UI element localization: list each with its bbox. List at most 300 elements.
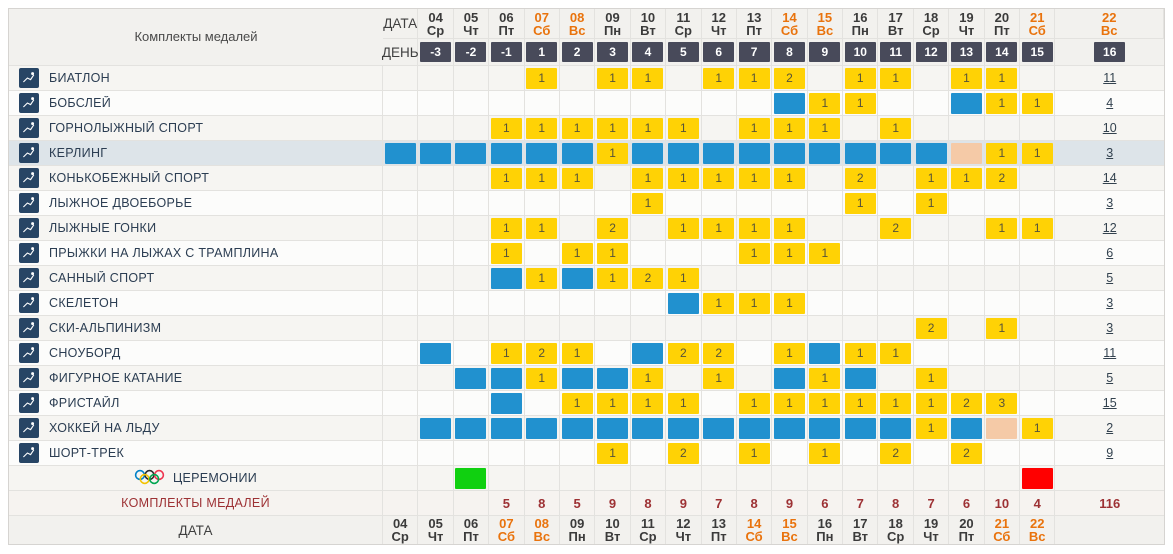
medal-event-block: 1 — [703, 68, 734, 89]
competition-day-block — [562, 268, 593, 289]
cell-cross-country-20 — [949, 216, 984, 241]
daily-medal-total: 8 — [644, 495, 652, 511]
cell-short-track-21 — [985, 441, 1020, 466]
medals-total-link-alpine-skiing[interactable]: 10 — [1102, 121, 1117, 135]
day-cell-11 — [878, 39, 913, 66]
cell-skeleton-09 — [560, 291, 595, 316]
luge-icon — [19, 268, 39, 288]
cell-luge-18 — [878, 266, 913, 291]
cell-alpine-skiing-17 — [843, 116, 878, 141]
row-ceremonies — [9, 466, 1164, 491]
total-cell-14 — [737, 491, 772, 516]
medals-total-link-freestyle[interactable]: 15 — [1102, 396, 1117, 410]
weekday-label: Вс — [781, 529, 798, 544]
cell-ice-hockey-04 — [383, 416, 418, 441]
cell-luge-19 — [914, 266, 949, 291]
medal-event-block: 1 — [845, 393, 876, 414]
medal-event-block: 1 — [845, 93, 876, 114]
medals-total-link-skeleton[interactable]: 3 — [1106, 296, 1114, 310]
cell-speed-skating-16 — [808, 166, 843, 191]
speed-skating-icon — [19, 168, 39, 188]
cell-speed-skating-17 — [843, 166, 878, 191]
weekday-label: Ср — [886, 529, 905, 544]
medal-event-block: 1 — [668, 268, 699, 289]
date-header-col-10 — [631, 9, 666, 39]
cell-alpine-skiing-16 — [808, 116, 843, 141]
cell-freestyle-16 — [808, 391, 843, 416]
date-number: 21 — [994, 516, 1010, 531]
competition-day-block — [491, 268, 522, 289]
cell-figure-skating-16 — [808, 366, 843, 391]
sport-label-cell-freestyle — [9, 391, 383, 416]
medal-event-block: 1 — [632, 68, 663, 89]
cell-ceremonies-19 — [914, 466, 949, 491]
date-number: 08 — [569, 9, 585, 25]
cell-short-track-06 — [454, 441, 489, 466]
cell-ceremonies-15 — [772, 466, 807, 491]
cell-nordic-combined-05 — [418, 191, 453, 216]
medals-total-link-biathlon[interactable]: 11 — [1103, 71, 1117, 85]
cell-curling-14 — [737, 141, 772, 166]
medals-total-link-ice-hockey[interactable]: 2 — [1106, 421, 1114, 435]
cell-cross-country-04 — [383, 216, 418, 241]
competition-day-block — [809, 143, 840, 164]
cell-ski-jumping-12 — [666, 241, 701, 266]
cell-biathlon-15 — [772, 66, 807, 91]
medals-total-link-short-track[interactable]: 9 — [1106, 446, 1114, 460]
cell-ceremonies-14 — [737, 466, 772, 491]
medal-event-block: 1 — [1022, 218, 1053, 239]
medals-total-link-bobsleigh[interactable]: 4 — [1106, 96, 1114, 110]
weekday-label: Вс — [1100, 22, 1118, 38]
medals-total-link-speed-skating[interactable]: 14 — [1102, 171, 1117, 185]
weekday-label: Пн — [603, 22, 622, 38]
cell-curling-06 — [454, 141, 489, 166]
medal-event-block: 1 — [986, 143, 1017, 164]
cell-short-track-19 — [914, 441, 949, 466]
medals-total-link-luge[interactable]: 5 — [1106, 271, 1114, 285]
medal-event-block: 1 — [845, 343, 876, 364]
medals-total-link-figure-skating[interactable]: 5 — [1106, 371, 1114, 385]
medal-event-block: 1 — [597, 143, 628, 164]
medal-event-block: 1 — [739, 168, 770, 189]
cell-alpine-skiing-21 — [985, 116, 1020, 141]
cell-speed-skating-05 — [418, 166, 453, 191]
medal-event-block: 1 — [951, 68, 982, 89]
medal-event-block: 1 — [880, 118, 911, 139]
cell-ice-hockey-19 — [914, 416, 949, 441]
cell-biathlon-10 — [595, 66, 630, 91]
footer-date-col-15 — [772, 516, 807, 544]
cell-snowboard-22 — [1020, 341, 1055, 366]
competition-day-block — [420, 143, 451, 164]
short-track-icon — [19, 443, 39, 463]
sport-label-cell-cross-country — [9, 216, 383, 241]
cell-cross-country-13 — [702, 216, 737, 241]
sport-label-cell-figure-skating — [9, 366, 383, 391]
row-nordic-combined — [9, 191, 1164, 216]
cell-nordic-combined-18 — [878, 191, 913, 216]
cell-biathlon-18 — [878, 66, 913, 91]
date-number: 19 — [923, 516, 939, 531]
cell-luge-07 — [489, 266, 524, 291]
weekday-label: Чт — [710, 22, 727, 38]
cell-nordic-combined-22 — [1020, 191, 1055, 216]
competition-day-block — [845, 418, 876, 439]
cell-bobsleigh-16 — [808, 91, 843, 116]
medals-total-cell-figure-skating — [1055, 366, 1164, 391]
day-cell-2 — [560, 39, 595, 66]
weekday-label: Пт — [993, 22, 1010, 38]
cell-skeleton-04 — [383, 291, 418, 316]
day-cell-10 — [843, 39, 878, 66]
medal-event-block: 1 — [916, 418, 947, 439]
total-cell-04 — [383, 491, 418, 516]
row-ice-hockey — [9, 416, 1164, 441]
daily-medal-total: 9 — [785, 495, 794, 511]
cell-snowboard-07 — [489, 341, 524, 366]
cell-curling-05 — [418, 141, 453, 166]
medal-event-block: 1 — [491, 243, 522, 264]
cell-nordic-combined-13 — [702, 191, 737, 216]
sport-label-cell-biathlon — [9, 66, 383, 91]
footer-date-col-19 — [914, 516, 949, 544]
cell-alpine-skiing-04 — [383, 116, 418, 141]
medals-total-link-curling[interactable]: 3 — [1106, 146, 1114, 160]
cell-ski-jumping-14 — [737, 241, 772, 266]
cell-biathlon-08 — [525, 66, 560, 91]
cell-figure-skating-12 — [666, 366, 701, 391]
total-cell-07 — [489, 491, 524, 516]
cell-skeleton-14 — [737, 291, 772, 316]
row-snowboard — [9, 341, 1164, 366]
cell-bobsleigh-13 — [702, 91, 737, 116]
footer-date-col-17 — [843, 516, 878, 544]
day-cell--3 — [418, 39, 453, 66]
competition-day-block — [739, 418, 770, 439]
cell-snowboard-09 — [560, 341, 595, 366]
cell-ski-mountaineering-14 — [737, 316, 772, 341]
cell-ski-mountaineering-18 — [878, 316, 913, 341]
cell-ski-jumping-15 — [772, 241, 807, 266]
cell-ski-mountaineering-16 — [808, 316, 843, 341]
day-number-block: 12 — [916, 42, 947, 62]
medals-total-cell-snowboard — [1055, 341, 1164, 366]
medals-total-cell-bobsleigh — [1055, 91, 1164, 116]
medal-event-block: 2 — [526, 343, 557, 364]
cell-speed-skating-04 — [383, 166, 418, 191]
medal-event-block: 1 — [491, 118, 522, 139]
date-number: 07 — [534, 9, 549, 25]
day-number-block: 5 — [668, 42, 699, 62]
cell-freestyle-14 — [737, 391, 772, 416]
cell-snowboard-08 — [525, 341, 560, 366]
medals-total-link-nordic-combined[interactable]: 3 — [1106, 196, 1114, 210]
cell-ceremonies-05 — [418, 466, 453, 491]
daily-medal-total: 8 — [538, 495, 546, 511]
medal-event-block: 1 — [632, 393, 663, 414]
cell-nordic-combined-15 — [772, 191, 807, 216]
medal-event-block: 1 — [916, 368, 947, 389]
row-alpine-skiing — [9, 116, 1164, 141]
medal-event-block: 1 — [1022, 143, 1053, 164]
weekday-label: Вт — [852, 529, 869, 544]
medal-event-block: 1 — [774, 118, 805, 139]
medal-event-block: 1 — [526, 68, 557, 89]
cell-ski-jumping-09 — [560, 241, 595, 266]
sport-label-cell-bobsleigh — [9, 91, 383, 116]
cell-cross-country-05 — [418, 216, 453, 241]
cell-alpine-skiing-19 — [914, 116, 949, 141]
footer-date-col-20 — [949, 516, 984, 544]
sport-name: ФИГУРНОЕ КАТАНИЕ — [49, 371, 183, 385]
total-cell-05 — [418, 491, 453, 516]
row-biathlon — [9, 66, 1164, 91]
total-cell-19 — [914, 491, 949, 516]
cell-cross-country-21 — [985, 216, 1020, 241]
ski-mountaineering-icon — [19, 318, 39, 338]
sport-name: ЛЫЖНЫЕ ГОНКИ — [49, 221, 157, 235]
cell-ski-jumping-04 — [383, 241, 418, 266]
sport-label-cell-speed-skating — [9, 166, 383, 191]
medal-event-block: 1 — [809, 393, 840, 414]
footer-date-col-21 — [985, 516, 1020, 544]
cell-skeleton-22 — [1020, 291, 1055, 316]
cell-alpine-skiing-11 — [631, 116, 666, 141]
medal-event-block: 1 — [562, 168, 593, 189]
sport-label-cell-ski-jumping — [9, 241, 383, 266]
date-number: 09 — [605, 9, 620, 25]
day-row-label — [383, 39, 418, 66]
cell-ski-jumping-19 — [914, 241, 949, 266]
total-cell-22 — [1020, 491, 1055, 516]
footer-date-col-14 — [737, 516, 772, 544]
cell-figure-skating-15 — [772, 366, 807, 391]
tentative-day-block — [986, 418, 1017, 439]
cell-figure-skating-07 — [489, 366, 524, 391]
cell-snowboard-17 — [843, 341, 878, 366]
weekday-label: Ср — [426, 22, 445, 38]
cell-speed-skating-09 — [560, 166, 595, 191]
cell-short-track-13 — [702, 441, 737, 466]
medals-total-cell-short-track — [1055, 441, 1164, 466]
cell-alpine-skiing-22 — [1020, 116, 1055, 141]
medals-total-link-snowboard[interactable]: 11 — [1103, 346, 1117, 360]
cell-ski-mountaineering-19 — [914, 316, 949, 341]
cell-ski-jumping-05 — [418, 241, 453, 266]
day-number-block: 11 — [880, 42, 911, 62]
day-number-block: 13 — [951, 42, 982, 62]
medal-event-block: 1 — [809, 368, 840, 389]
day-cell-3 — [595, 39, 630, 66]
cell-ceremonies-10 — [595, 466, 630, 491]
date-number: 08 — [534, 516, 549, 531]
cell-bobsleigh-11 — [631, 91, 666, 116]
date-header-col-19 — [949, 9, 984, 39]
cell-ice-hockey-07 — [489, 416, 524, 441]
cell-nordic-combined-19 — [914, 191, 949, 216]
cell-snowboard-15 — [772, 341, 807, 366]
date-header-col-21 — [1020, 9, 1055, 39]
ceremonies-total-cell — [1055, 466, 1164, 491]
medals-total-link-ski-jumping[interactable]: 6 — [1106, 246, 1114, 260]
competition-day-block — [951, 418, 982, 439]
competition-day-block — [420, 418, 451, 439]
day-number-block: 6 — [703, 42, 734, 62]
competition-day-block — [632, 418, 663, 439]
medal-event-block: 1 — [526, 218, 557, 239]
medal-event-block: 1 — [739, 118, 770, 139]
day-number-block: 3 — [597, 42, 628, 62]
cell-ice-hockey-08 — [525, 416, 560, 441]
weekday-label: Сб — [497, 529, 515, 544]
medals-total-link-ski-mountaineering[interactable]: 3 — [1106, 321, 1114, 335]
cell-ski-mountaineering-05 — [418, 316, 453, 341]
competition-day-block — [420, 343, 451, 364]
cell-alpine-skiing-10 — [595, 116, 630, 141]
competition-day-block — [526, 418, 557, 439]
sport-name: БОБСЛЕЙ — [49, 96, 112, 110]
row-medal-totals — [9, 491, 1164, 516]
day-cell-1 — [525, 39, 560, 66]
medal-event-block: 3 — [986, 393, 1017, 414]
medal-event-block: 1 — [739, 68, 770, 89]
medals-total-link-cross-country[interactable]: 12 — [1102, 221, 1117, 235]
cell-short-track-07 — [489, 441, 524, 466]
day-number-block: 8 — [774, 42, 805, 62]
cell-ceremonies-11 — [631, 466, 666, 491]
cell-luge-09 — [560, 266, 595, 291]
cell-figure-skating-04 — [383, 366, 418, 391]
total-cell-08 — [525, 491, 560, 516]
cell-nordic-combined-09 — [560, 191, 595, 216]
cell-skeleton-12 — [666, 291, 701, 316]
medal-event-block: 1 — [916, 393, 947, 414]
cell-short-track-05 — [418, 441, 453, 466]
weekday-label: Пн — [851, 22, 869, 38]
cell-curling-12 — [666, 141, 701, 166]
medals-total-cell-alpine-skiing — [1055, 116, 1164, 141]
medals-total-cell-cross-country — [1055, 216, 1164, 241]
freestyle-icon — [19, 393, 39, 413]
cell-ski-jumping-20 — [949, 241, 984, 266]
cell-freestyle-10 — [595, 391, 630, 416]
cell-ice-hockey-10 — [595, 416, 630, 441]
medal-event-block: 2 — [668, 443, 699, 464]
medal-event-block: 1 — [739, 393, 770, 414]
cell-biathlon-12 — [666, 66, 701, 91]
medals-column-header: Комплекты медалей — [9, 9, 383, 66]
cell-alpine-skiing-06 — [454, 116, 489, 141]
cell-freestyle-21 — [985, 391, 1020, 416]
cell-biathlon-04 — [383, 66, 418, 91]
cell-cross-country-09 — [560, 216, 595, 241]
total-cell-10 — [595, 491, 630, 516]
cell-speed-skating-13 — [702, 166, 737, 191]
cell-skeleton-10 — [595, 291, 630, 316]
cell-bobsleigh-08 — [525, 91, 560, 116]
weekday-label: Сб — [533, 22, 551, 38]
cell-figure-skating-14 — [737, 366, 772, 391]
cell-bobsleigh-06 — [454, 91, 489, 116]
cell-snowboard-18 — [878, 341, 913, 366]
competition-day-block — [632, 343, 663, 364]
cell-figure-skating-10 — [595, 366, 630, 391]
medal-event-block: 2 — [703, 343, 734, 364]
medal-event-block: 1 — [703, 218, 734, 239]
day-number-block: -3 — [420, 42, 451, 62]
cell-skeleton-18 — [878, 291, 913, 316]
weekday-label: Чт — [427, 529, 444, 544]
cell-figure-skating-21 — [985, 366, 1020, 391]
cell-snowboard-20 — [949, 341, 984, 366]
cell-bobsleigh-17 — [843, 91, 878, 116]
date-number: 17 — [888, 9, 903, 25]
cell-figure-skating-17 — [843, 366, 878, 391]
cell-bobsleigh-15 — [772, 91, 807, 116]
medal-event-block: 1 — [491, 168, 522, 189]
medal-event-block: 1 — [986, 218, 1017, 239]
medal-event-block: 1 — [845, 193, 876, 214]
weekday-label: Вс — [1028, 529, 1046, 544]
cell-biathlon-07 — [489, 66, 524, 91]
medal-event-block: 1 — [597, 68, 628, 89]
cell-snowboard-21 — [985, 341, 1020, 366]
day-number-block: 15 — [1022, 42, 1053, 62]
cell-skeleton-15 — [772, 291, 807, 316]
cell-short-track-16 — [808, 441, 843, 466]
date-header-col-12 — [702, 9, 737, 39]
medal-event-block: 1 — [880, 393, 911, 414]
cell-cross-country-08 — [525, 216, 560, 241]
date-header-col-18 — [914, 9, 949, 39]
sport-label-cell-short-track — [9, 441, 383, 466]
medal-event-block: 2 — [951, 393, 982, 414]
daily-medal-total: 7 — [715, 495, 723, 511]
medal-event-block: 1 — [562, 393, 593, 414]
competition-day-block — [774, 368, 805, 389]
cell-curling-18 — [878, 141, 913, 166]
date-number: 05 — [463, 9, 479, 25]
cell-luge-12 — [666, 266, 701, 291]
cell-biathlon-20 — [949, 66, 984, 91]
date-number: 14 — [746, 516, 762, 531]
medal-event-block: 2 — [951, 443, 982, 464]
sport-name: БИАТЛОН — [49, 71, 110, 85]
cell-figure-skating-13 — [702, 366, 737, 391]
cell-figure-skating-19 — [914, 366, 949, 391]
cell-skeleton-11 — [631, 291, 666, 316]
cell-speed-skating-10 — [595, 166, 630, 191]
sport-name: ПРЫЖКИ НА ЛЫЖАХ С ТРАМПЛИНА — [49, 246, 279, 260]
cell-luge-16 — [808, 266, 843, 291]
row-speed-skating — [9, 166, 1164, 191]
cell-cross-country-12 — [666, 216, 701, 241]
medal-event-block: 1 — [986, 318, 1017, 339]
competition-day-block — [455, 418, 486, 439]
day-cell-14 — [985, 39, 1020, 66]
day-number-block: 9 — [809, 42, 840, 62]
medal-event-block: 1 — [986, 93, 1017, 114]
cell-luge-21 — [985, 266, 1020, 291]
daily-medal-total: 10 — [994, 495, 1010, 511]
date-number: 11 — [641, 516, 655, 531]
cell-cross-country-11 — [631, 216, 666, 241]
cell-freestyle-17 — [843, 391, 878, 416]
cell-ice-hockey-09 — [560, 416, 595, 441]
row-bobsleigh — [9, 91, 1164, 116]
competition-day-block — [455, 143, 486, 164]
